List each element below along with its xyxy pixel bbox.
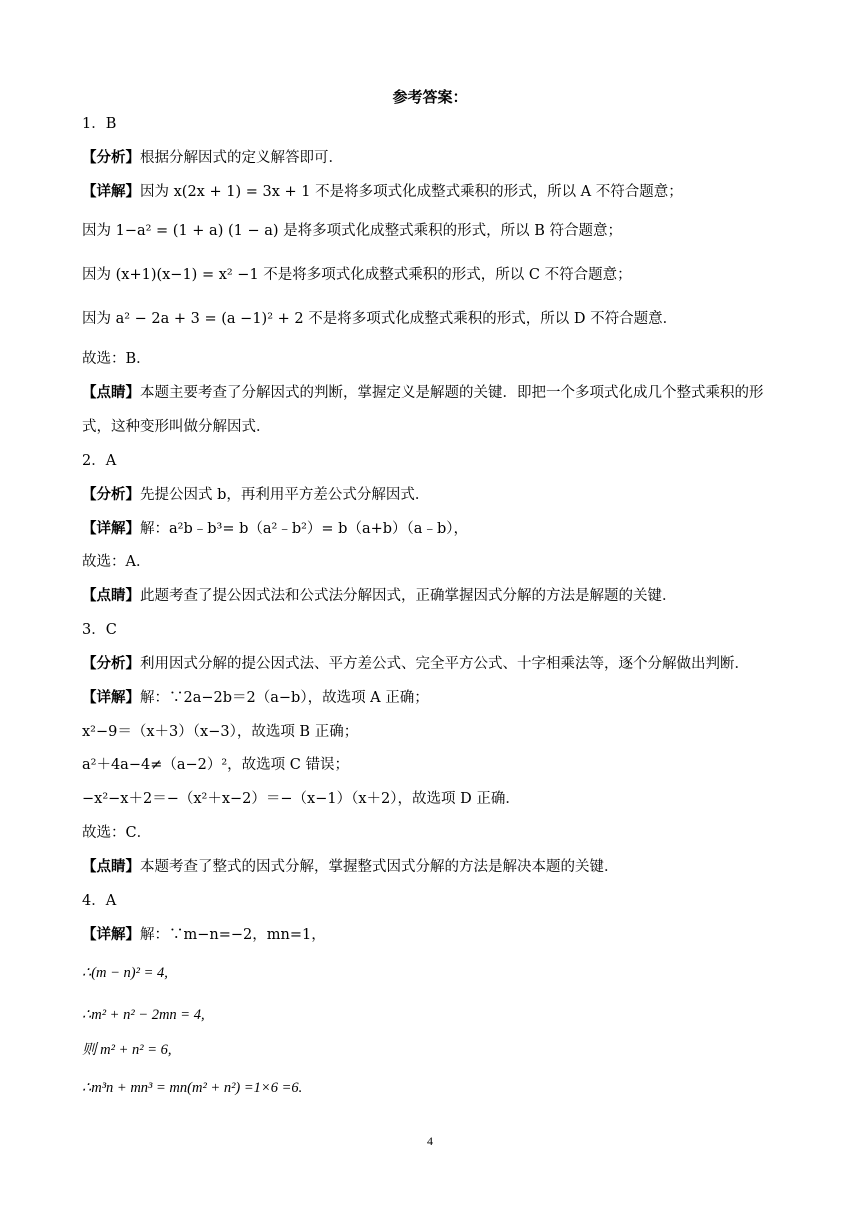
q1-comment	[82, 376, 782, 444]
q1-choice: 故选：B．	[82, 351, 151, 367]
q1-number: 1．B	[82, 116, 117, 132]
q2-analysis-tag: 【分析】	[82, 487, 140, 503]
q1-detail-line-3: 因为 (x+1)(x−1) = x² −1 不是将多项式化成整式乘积的形式，所以 C 不符合题意；	[82, 267, 632, 283]
page-number: 4	[427, 1134, 433, 1148]
q1-detail-tag: 【详解】	[82, 184, 140, 200]
q4-detail-tag: 【详解】	[82, 927, 140, 943]
q3-analysis-line	[82, 654, 782, 674]
q2-detail-tag: 【详解】	[82, 521, 140, 537]
q4-detail-line-2: ∴(m − n)² = 4,	[82, 965, 168, 981]
q1-analysis-tag: 【分析】	[82, 150, 140, 166]
q3-analysis-tag: 【分析】	[82, 656, 140, 672]
q3-analysis-text: 利用因式分解的提公因式法、平方差公式、完全平方公式、十字相乘法等，逐个分解做出判断．	[140, 656, 749, 672]
q4-number: 4．A	[82, 893, 117, 909]
q1-analysis-line	[82, 148, 782, 168]
q4-detail-line-4: 则 m² + n² = 6,	[82, 1042, 172, 1058]
q3-comment-tag: 【点睛】	[82, 859, 140, 875]
q3-comment-line	[82, 857, 782, 877]
q2-analysis-line	[82, 485, 782, 505]
q3-choice: 故选：C．	[82, 825, 152, 841]
q3-detail-tag: 【详解】	[82, 690, 140, 706]
q4-detail-line-3: ∴m² + n² − 2mn = 4,	[82, 1007, 205, 1023]
q2-detail-line-1	[82, 519, 782, 539]
q3-detail-line-4: −x²−x＋2＝−（x²＋x−2）＝−（x−1）（x＋2），故选项 D 正确．	[82, 791, 520, 807]
q3-comment-text: 本题考查了整式的因式分解，掌握整式因式分解的方法是解决本题的关键．	[140, 859, 619, 875]
q1-analysis-text: 根据分解因式的定义解答即可．	[140, 150, 343, 166]
q1-detail-line-4: 因为 a² − 2a + 3 = (a −1)² + 2 不是将多项式化成整式乘积的形式，所以 D 不符合题意．	[82, 311, 678, 327]
q2-detail-text-1: 解：a²b﹣b³= b（a²﹣b²）= b（a+b）（a﹣b），	[140, 521, 468, 537]
q2-number: 2．A	[82, 453, 117, 469]
q3-detail-line-3: a²＋4a−4≠（a−2）²，故选项 C 错误；	[82, 757, 349, 773]
q3-detail-line-1	[82, 688, 782, 708]
q2-comment-line	[82, 586, 782, 606]
q1-detail-line-2: 因为 1−a² = (1 + a) (1 − a) 是将多项式化成整式乘积的形式，所以 B 符合题意；	[82, 223, 623, 239]
q4-detail-line-1	[82, 925, 782, 945]
page-title: 参考答案：	[392, 88, 468, 106]
q1-detail-text-1: 因为 x(2x + 1) = 3x + 1 不是将多项式化成整式乘积的形式，所以 A 不符合题意；	[140, 184, 683, 200]
q3-detail-line-2: x²−9＝（x＋3）（x−3），故选项 B 正确；	[82, 724, 359, 740]
q3-detail-text-1: 解：∵2a−2b＝2（a−b），故选项 A 正确；	[140, 690, 429, 706]
q4-detail-line-5: ∴m³n + mn³ = mn(m² + n²) =1×6 =6.	[82, 1080, 303, 1096]
q1-comment-tag: 【点睛】	[82, 385, 140, 401]
q3-number: 3．C	[82, 622, 117, 638]
q2-comment-text: 此题考查了提公因式法和公式法分解因式，正确掌握因式分解的方法是解题的关键．	[140, 588, 677, 604]
q1-comment-text: 本题主要考查了分解因式的判断，掌握定义是解题的关键．即把一个多项式化成几个整式乘积的形式，这种变形叫做分解因式．	[82, 385, 764, 435]
q2-comment-tag: 【点睛】	[82, 588, 140, 604]
q1-detail-line-1	[82, 182, 782, 202]
q2-analysis-text: 先提公因式 b，再利用平方差公式分解因式．	[140, 487, 430, 503]
q2-choice: 故选：A．	[82, 554, 151, 570]
q4-detail-text-1: 解：∵m−n=−2，mn=1，	[140, 927, 326, 943]
